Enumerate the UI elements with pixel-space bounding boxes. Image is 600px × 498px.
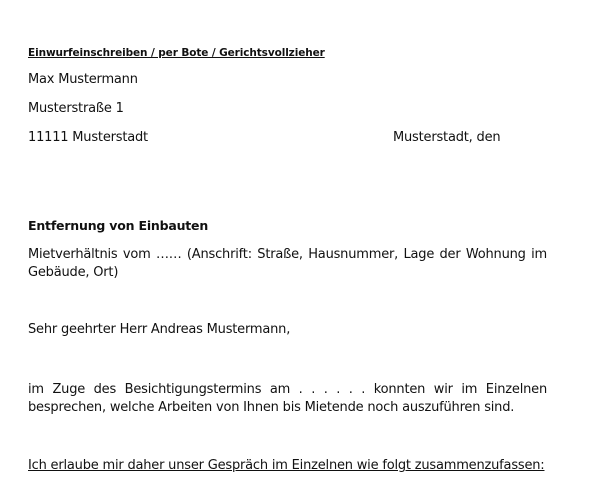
sender-city: 11111 Musterstadt <box>28 130 148 145</box>
tenancy-paragraph: Mietverhältnis vom …… (Anschrift: Straße, Hausnummer, Lage der Wohnung im Gebäude, Ort) <box>28 247 547 280</box>
place-date: Musterstadt, den <box>393 130 501 145</box>
sender-name: Max Mustermann <box>28 72 138 87</box>
salutation: Sehr geehrter Herr Andreas Mustermann, <box>28 322 291 337</box>
body-paragraph: im Zuge des Besichtigungstermins am . . . . . . konnten wir im Einzelnen besprechen, welche Arbeiten von Ihnen bis Mietende noch auszuführen sind. <box>28 382 547 415</box>
subject-line: Entfernung von Einbauten <box>28 218 209 233</box>
summary-intro: Ich erlaube mir daher unser Gespräch im Einzelnen wie folgt zusammenzufassen: <box>28 458 545 473</box>
delivery-method: Einwurfeinschreiben / per Bote / Gerichtsvollzieher <box>28 47 325 59</box>
sender-street: Musterstraße 1 <box>28 101 124 116</box>
